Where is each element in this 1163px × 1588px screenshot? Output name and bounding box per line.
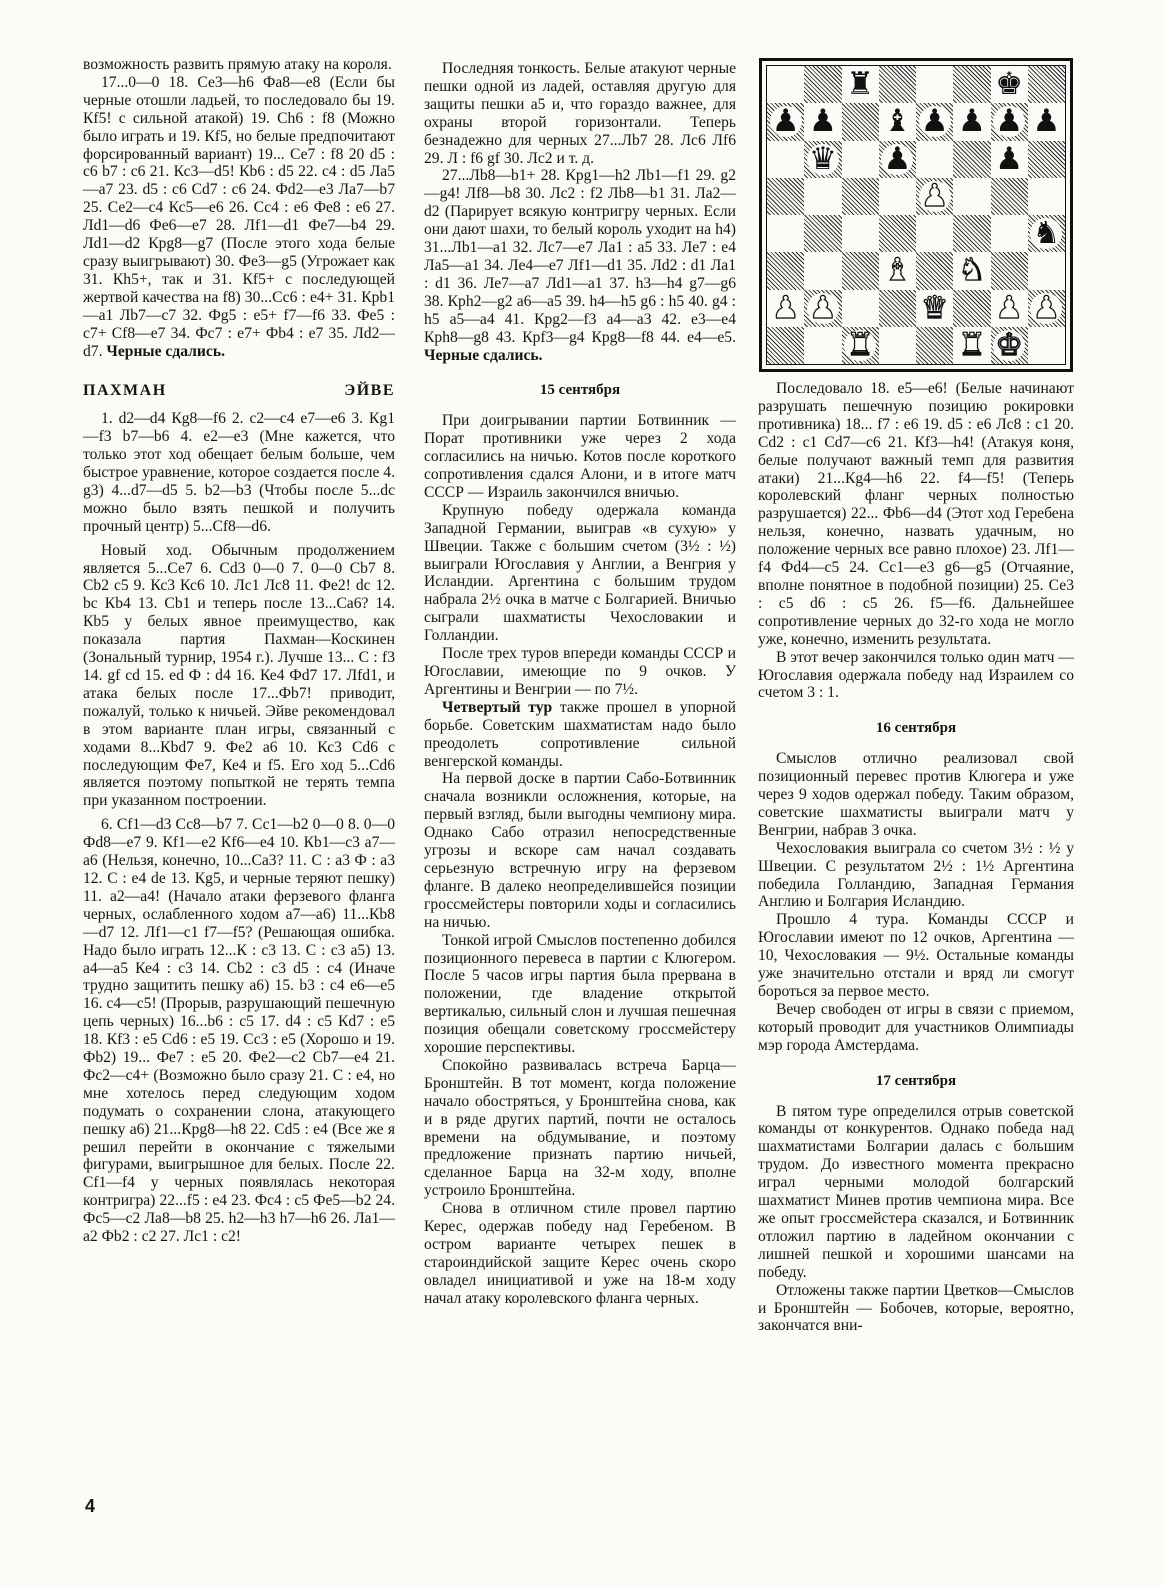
board-square — [879, 103, 916, 140]
result-text: Черные сдались. — [106, 342, 225, 360]
white-king-icon: ♚ — [995, 326, 1024, 363]
paragraph: Тонкой игрой Смыслов постепенно добился позиционного перевеса в партии с Клюгером. После 5 часов игры партия была прервана в положении, где владение открытой вертикалью, сильный слон и лучшая пешечная позиция обещали советскому гроссмейстеру хорошие перспективы. — [424, 931, 736, 1057]
page-number: 4 — [85, 1496, 96, 1516]
board-square — [1028, 252, 1065, 289]
board-square — [953, 215, 990, 252]
board-square — [916, 66, 953, 103]
board-square — [842, 103, 879, 140]
player-white: ПАХМАН — [83, 382, 167, 400]
board-square — [1028, 103, 1065, 140]
board-square — [991, 66, 1028, 103]
paragraph: 1. d2—d4 Кg8—f6 2. с2—с4 е7—е6 3. Кg1—f3 b7—b6 4. е2—е3 (Мне кажется, что только этот ход обещает белым больше, чем быстрое уравнение, которое создается после 4. g3) 4...d7—d5 5. b2—b3 (Чтобы после 5...dс можно было взять пешкой и получить прочный центр) 5...Сf8—d6. — [83, 410, 395, 535]
board-square — [991, 141, 1028, 178]
black-pawn-icon: ♟ — [995, 103, 1024, 140]
board-square — [879, 141, 916, 178]
black-pawn-icon: ♟ — [771, 103, 800, 140]
paragraph: Чехословакия выиграла со счетом 3½ : ½ у Швеции. С результатом 2½ : 1½ Аргентина победила Голландию, Западная Германия Англию и Болгария Исландию. — [758, 839, 1074, 911]
result-text: Черные сдались. — [424, 346, 543, 364]
paragraph: Смыслов отлично реализовал свой позиционный перевес против Клюгера и уже через 9 ходов одержал победу. Таким образом, советские шахматисты выиграли матч у Венгрии, набрав 3 очка. — [758, 750, 1074, 839]
board-square — [991, 215, 1028, 252]
round-lead: Четвертый тур — [442, 698, 553, 716]
white-pawn-icon: ♟ — [1032, 289, 1061, 326]
paragraph: Новый ход. Обычным продолжением является 5...Се7 6. Сd3 0—0 7. 0—0 Сb7 8. Сb2 с5 9. Кс3 Кс6 10. Лс1 Лс8 11. Фе2! dс 12. bс Кb4 13. Сb1 и теперь после 13...Са6? 14. Кb5 у белых явное преимущество, как показала партия Пахман—Коскинен (Зональный турнир, 1954 г.). Лучше 13... С : f3 14. gf сd 15. еd Ф : d4 16. Ке4 Фd7 17. Лfd1, и атака белых после 17...Фb7! приводит, пожалуй, только к ничьей. Эйве рекомендовал в этом варианте план игры, связанный с ходами 8...Кbd7 9. Фе2 а6 10. Кс3 Сd6 с последующим Фе7, Ке4 и f5. Его ход 5...Сd6 является поэтому попыткой не терять темпа при указанном построении. — [83, 541, 395, 810]
board-square — [879, 66, 916, 103]
paragraph: При доигрывании партии Ботвинник — Порат противники уже через 2 хода согласились на ничью. Котов после короткого сопротивления сдался Алони, и в итоге матч СССР — Израиль закончился вничью. — [424, 412, 736, 501]
column-right — [758, 380, 1074, 1335]
black-pawn-icon: ♟ — [957, 103, 986, 140]
black-pawn-icon: ♟ — [883, 140, 912, 177]
paragraph: На первой доске в партии Сабо-Ботвинник сначала возникли осложнения, которые, на первый взгляд, были выгодны чемпиону мира. Однако Сабо отразил непосредственные угрозы и вскоре сам начал создавать серьезную встречную игру на ферзевом фланге. В далеко неопределившейся позиции гроссмейстеры повторили ходы и согласились на ничью. — [424, 770, 736, 931]
board-square — [991, 327, 1028, 364]
board-square — [879, 252, 916, 289]
black-pawn-icon: ♟ — [920, 103, 949, 140]
black-pawn-icon: ♟ — [808, 103, 837, 140]
chess-diagram — [759, 58, 1073, 372]
white-rook-icon: ♜ — [846, 326, 875, 363]
paragraph: 17...0—0 18. Се3—h6 Фа8—е8 (Если бы черные отошли ладьей, то последовало бы 19. Кf5! с сильной атакой) 19. Сh6 : f8 (Можно было играть и 19. Кf5, но белые предпочитают форсированный вариант) 19... Се7 : f8 20 d5 : с6 b7 : с6 21. Кс3—d5! Кb6 : d5 22. с4 : d5 Ла5—а7 23. d5 : с6 Сd7 : с6 24. Фd2—е3 Ла7—b7 25. Се2—с4 Кс5—е6 26. Сс4 : е6 Фе8 : е6 27. Лd1—d6 Фе6—е7 28. Лf1—d1 Фе7—b4 29. Лd1—d2 Крg8—g7 (После этого хода белые сразу выигрывают) 30. Фе3—g5 (Угрожает как 31. Кh5+, так и 31. Кf5+ с последующей жертвой качества на f8) 30...Сс6 : е4+ 31. Крb1—а1 Лb7—с7 32. Фg5 : е5+ f7—f6 33. Фе5 : с7+ Сf8—е7 34. Фс7 : е7+ Фb4 : е7 35. Лd2—d7. Черные сдались. — [83, 73, 395, 360]
black-knight-icon: ♞ — [1032, 215, 1061, 252]
board-square — [953, 66, 990, 103]
board-square — [991, 252, 1028, 289]
board-square — [879, 327, 916, 364]
board-square — [953, 252, 990, 289]
paragraph: Последняя тонкость. Белые атакуют черные пешки одной из ладей, оставляя другую для защиты пешки а5 и, что гораздо важнее, для охраны второй горизонтали. Теперь безнадежно для черных 27...Лb7 28. Лс6 Лf6 29. Л : f6 gf 30. Лс2 и т. д. — [424, 60, 736, 167]
column-left — [83, 56, 395, 1246]
white-bishop-icon: ♝ — [883, 252, 912, 289]
paragraph: возможность развить прямую атаку на короля. — [83, 56, 392, 73]
white-pawn-icon: ♟ — [771, 289, 800, 326]
board-square — [804, 66, 841, 103]
paragraph: 6. Сf1—d3 Сс8—b7 7. Сс1—b2 0—0 8. 0—0 Фd8—е7 9. Кf1—е2 Кf6—е4 10. Кb1—с3 а7—а6 (Нельзя, конечно, 10...Са3? 11. С : а3 Ф : а3 12. С : е4 dе 13. Кg5, и черные теряют пешку) 11. а2—а4! (Начало атаки ферзевого фланга черных, ослабленного ходом а7—а6) 11...Кb8—d7 12. Лf1—с1 f7—f5? (Решающая ошибка. Надо было играть 12...К : с3 13. С : с3 а5) 13. а4—а5 Ке4 : с3 14. Сb2 : с3 d5 : с4 (Иначе трудно защитить пешку а6) 15. b3 : с4 е6—е5 16. с4—с5! (Прорыв, разрушающий пешечную цепь черных) 16...b6 : с5 17. d4 : с5 Кd7 : е5 18. Кf3 : е5 Сd6 : е5 19. Сс3 : е5 (Хорошо и 19. Фb2) 19... Фе7 : е5 20. Фе2—с2 Сb7—е4 21. Фс2—с4+ (Возможно было сразу 21. С : е4, но мне хотелось перед следующим ходом подумать о сохранении слона, атакующего пешку а6) 21...Крg8—h8 22. Сd5 : е4 (Все же я решил перейти в окончание с тяжелыми фигурами, выигрышное для белых. После 22. Сf1—f4 у черных появлялась некоторая контригра) 22...f5 : е4 23. Фс4 : с5 Фе5—b2 24. Фс5—с2 Ла8—b8 25. h2—h3 h7—h6 26. Ла1—а2 Фb2 : с2 27. Лс1 : с2! — [83, 816, 395, 1246]
paragraph: 27...Лb8—b1+ 28. Крg1—h2 Лb1—f1 29. g2—g4! Лf8—b8 30. Лс2 : f2 Лb8—b1 31. Ла2—d2 (Парирует всякую контригру черных. Если они дают шахи, то белый король уходит на h4) 31...Лb1—а1 32. Лс7—е7 Ла1 : а5 33. Ле7 : е4 Ла5—а1 34. Ле4—е7 Лf1—d1 35. Лd2 : d1 Ла1 : d1 36. Ле7—а7 Лd1—а1 37. h3—h4 g7—g6 38. Крh2—g2 а6—а5 39. h4—h5 g6 : h5 40. g4 : h5 а5—а4 41. Крg2—f3 а4—а3 42. е3—е4 Крh8—g8 43. Крf3—g4 Крg8—f8 44. е4—е5. Черные сдались. — [424, 167, 736, 364]
board-square — [991, 103, 1028, 140]
board-square — [1028, 290, 1065, 327]
board-square — [953, 178, 990, 215]
board-square — [767, 215, 804, 252]
board-square — [916, 103, 953, 140]
board-square — [879, 290, 916, 327]
white-rook-icon: ♜ — [957, 326, 986, 363]
board-square — [767, 178, 804, 215]
board-square — [804, 178, 841, 215]
board-square — [767, 141, 804, 178]
black-rook-icon: ♜ — [846, 66, 875, 103]
paragraph: В пятом туре определился отрыв советской команды от конкурентов. Однако победа над шахматистами Болгарии далась с большим трудом. До известного момента прекрасно играл черными молодой болгарский шахматист Минев против чемпиона мира. Все же опыт гроссмейстера сказался, и Ботвинник отложил партию в ладейном окончании с лишней пешкой и хорошими шансами на победу. — [758, 1102, 1074, 1281]
board-square — [842, 290, 879, 327]
board-square — [767, 66, 804, 103]
board-square — [804, 327, 841, 364]
board-square — [842, 178, 879, 215]
board-square — [767, 327, 804, 364]
white-knight-icon: ♞ — [957, 252, 986, 289]
paragraph: Спокойно развивалась встреча Барца—Бронштейн. В тот момент, когда положение начало обостряться, у Бронштейна снова, как и в ряде других партий, почти не осталось времени на обдумывание, и поэтому предложение признать партию ничьей, сделанное Барца на 32-м ходу, вполне устроило Бронштейна. — [424, 1056, 736, 1200]
board-square — [1028, 178, 1065, 215]
board-square — [916, 141, 953, 178]
date-heading: 17 сентября — [875, 1072, 957, 1089]
board-square — [916, 252, 953, 289]
board-square — [767, 252, 804, 289]
board-square — [879, 178, 916, 215]
white-pawn-icon: ♟ — [995, 289, 1024, 326]
board-square — [916, 327, 953, 364]
board-square — [804, 252, 841, 289]
paragraph: Отложены также партии Цветков—Смыслов и Бронштейн — Бобочев, которые, вероятно, закончатся вни- — [758, 1281, 1074, 1335]
date-heading: 16 сентября — [875, 720, 957, 737]
white-pawn-icon: ♟ — [920, 177, 949, 214]
paragraph: Вечер свободен от игры в связи с приемом, который проводит для участников Олимпиады мэр города Амстердама. — [758, 1000, 1074, 1054]
board-square — [1028, 141, 1065, 178]
paragraph: Прошло 4 тура. Команды СССР и Югославии имеют по 12 очков, Аргентина — 10, Чехословакия — 9½. Остальные команды уже значительно отстали и вряд ли смогут бороться за первое место. — [758, 911, 1074, 1000]
white-pawn-icon: ♟ — [808, 289, 837, 326]
board-square — [916, 290, 953, 327]
paragraph: Крупную победу одержала команда Западной Германии, выиграв «в сухую» у Швеции. Также с большим счетом (3½ : ½) выиграли Югославия у Англии, а Венгрия у Исландии. Аргентина с большим трудом набрала 2½ очка в матче с Болгарией. Вничью сыграли шахматисты Чехословакии и Голландии. — [424, 501, 736, 645]
paragraph: Снова в отличном стиле провел партию Керес, одержав победу над Геребеном. В остром варианте четырех пешек в староиндийской защите Керес очень скоро овладел инициативой и уже на 18-м ходу начал атаку королевского фланга черных. — [424, 1200, 736, 1307]
board-square — [953, 103, 990, 140]
board-square — [916, 215, 953, 252]
board-square — [916, 178, 953, 215]
column-middle — [424, 60, 736, 1308]
board-square — [842, 141, 879, 178]
board-square — [991, 178, 1028, 215]
white-queen-icon: ♛ — [920, 289, 949, 326]
board-square — [842, 252, 879, 289]
board-square — [991, 290, 1028, 327]
player-black: ЭЙВЕ — [344, 382, 395, 400]
board-square — [767, 290, 804, 327]
board-square — [767, 103, 804, 140]
board-square — [804, 290, 841, 327]
board-square — [804, 141, 841, 178]
black-king-icon: ♚ — [995, 66, 1024, 103]
paragraph: Последовало 18. е5—е6! (Белые начинают разрушать пешечную позицию рокировки противника) 18... f7 : е6 19. d5 : е6 Лс8 : с1 20. Сd2 : с1 Сd7—с6 21. Кf3—h4! (Атакуя коня, белые получают важный темп для развития атаки) 21...Кg4—h6 22. f4—f5! (Теперь королевский фланг черных полностью разрушается) 22... Фb6—d4 (Этот ход Геребена нельзя, конечно, назвать удачным, но положение черных все равно плохое) 23. Лf1—f4 Фd4—с5 24. Сс1—е3 g6—g5 (Отчаяние, вполне понятное в подобной позиции) 25. Се3 : с5 d6 : с5 26. f5—f6. Дальнейшее сопротивление черных до 32-го хода не могло уже, конечно, изменить результата. — [758, 380, 1074, 648]
board-square — [804, 103, 841, 140]
board-square — [953, 327, 990, 364]
board-square — [842, 66, 879, 103]
board-square — [804, 215, 841, 252]
paragraph: После трех туров впереди команды СССР и Югославии, имеющие по 9 очков. У Аргентины и Венгрии — по 7½. — [424, 645, 736, 698]
paragraph: Четвертый тур также прошел в упорной борьбе. Советским шахматистам надо было преодолеть сопротивление сильной венгерской команды. — [424, 698, 736, 770]
board-square — [953, 290, 990, 327]
board-square — [1028, 215, 1065, 252]
board-square — [842, 327, 879, 364]
game-header — [83, 382, 395, 400]
black-bishop-icon: ♝ — [883, 103, 912, 140]
chess-board — [766, 65, 1066, 365]
board-square — [953, 141, 990, 178]
board-square — [879, 215, 916, 252]
black-pawn-icon: ♟ — [995, 140, 1024, 177]
black-queen-icon: ♛ — [808, 140, 837, 177]
board-square — [842, 215, 879, 252]
black-pawn-icon: ♟ — [1032, 103, 1061, 140]
paragraph: В этот вечер закончился только один матч — Югославия одержала победу над Израилем со счетом 3 : 1. — [758, 648, 1075, 702]
board-square — [1028, 66, 1065, 103]
date-heading: 15 сентября — [539, 382, 621, 399]
board-square — [1028, 327, 1065, 364]
